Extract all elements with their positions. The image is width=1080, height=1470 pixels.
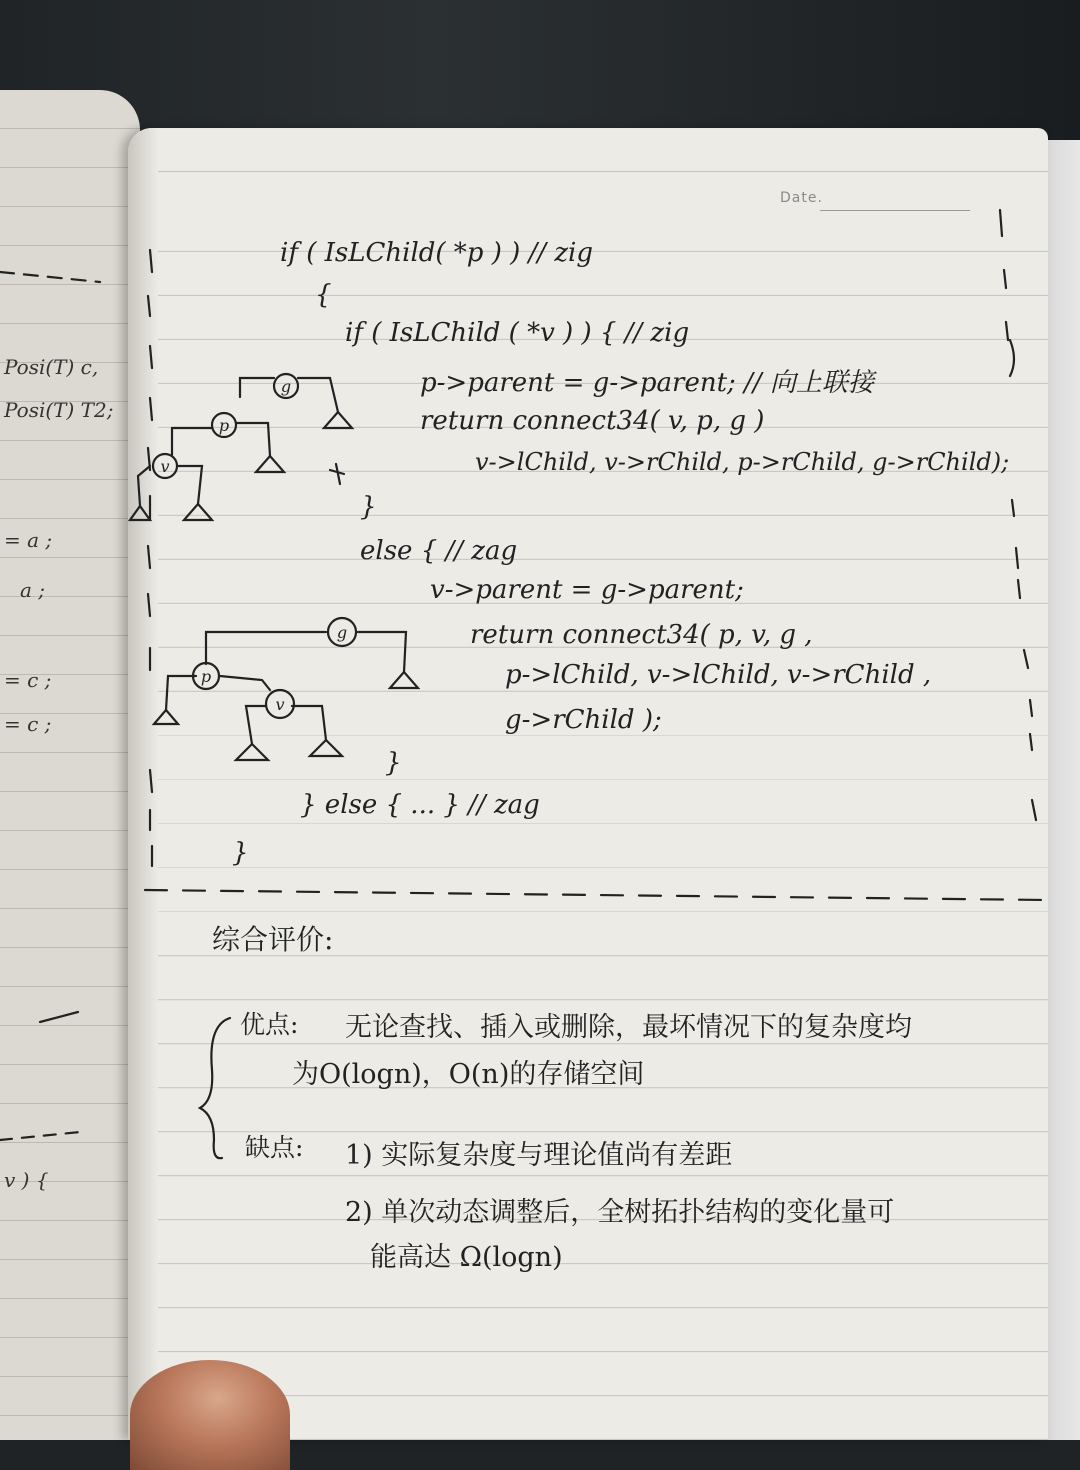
code-line: v->parent = g->parent; — [430, 575, 744, 605]
pros-text: 为O(logn)，O(n)的存储空间 — [292, 1059, 645, 1090]
code-line: p->lChild, v->lChild, v->rChild , — [505, 660, 932, 690]
left-page-text: Posi(T) T2; — [4, 398, 114, 422]
tree1-node-p — [212, 413, 236, 437]
pros-text: 无论查找、插入或删除，最坏情况下的复杂度均 — [345, 1012, 912, 1043]
left-page-text: a ; — [20, 578, 46, 602]
tree2-node-v — [266, 690, 294, 718]
code-line: return connect34( p, v, g , — [470, 620, 813, 650]
pros-label: 优点: — [240, 1010, 299, 1039]
svg-text:v: v — [160, 457, 170, 476]
left-page-text: = c ; — [4, 668, 52, 692]
cons-text: 2) 单次动态调整后，全树拓扑结构的变化量可 — [345, 1197, 895, 1228]
code-line: g->rChild ); — [505, 705, 662, 735]
left-page-text: v ) { — [4, 1168, 49, 1192]
cons-text: 能高达 Ω(logn) — [370, 1242, 563, 1273]
left-page-text: = a ; — [4, 528, 53, 552]
svg-text:p: p — [200, 667, 212, 686]
code-line: { — [315, 280, 332, 310]
svg-text:v: v — [275, 695, 285, 714]
tree2-node-g — [328, 618, 356, 646]
tree1-node-v — [153, 454, 177, 478]
code-line: return connect34( v, p, g ) — [420, 406, 765, 436]
svg-text:p: p — [218, 416, 230, 435]
left-page-text: = c ; — [4, 712, 52, 736]
code-line: if ( IsLChild ( *v ) ) { // zig — [345, 318, 690, 348]
date-label: Date. — [780, 190, 823, 206]
tree-diagram-2 — [154, 632, 418, 760]
left-page-text: Posi(T) c, — [4, 355, 99, 379]
tree-diagram-1 — [130, 378, 352, 520]
code-line: if ( IsLChild( *p ) ) // zig — [280, 238, 593, 268]
code-line: p->parent = g->parent; // 向上联接 — [420, 368, 874, 398]
tree1-node-g — [274, 374, 298, 398]
thumb — [130, 1360, 290, 1470]
code-line: } — [360, 492, 377, 522]
code-line: else { // zag — [360, 536, 518, 566]
cons-text: 1) 实际复杂度与理论值尚有差距 — [345, 1140, 733, 1171]
code-line: v->lChild, v->rChild, p->rChild, g->rChild); — [475, 448, 1010, 476]
svg-text:g: g — [280, 377, 292, 396]
svg-text:g: g — [336, 623, 348, 642]
cons-label: 缺点: — [245, 1133, 304, 1162]
code-line: } else { ... } // zag — [300, 790, 540, 820]
analysis-title: 综合评价: — [212, 923, 334, 956]
code-line: } — [385, 748, 402, 778]
code-line: } — [232, 838, 249, 868]
